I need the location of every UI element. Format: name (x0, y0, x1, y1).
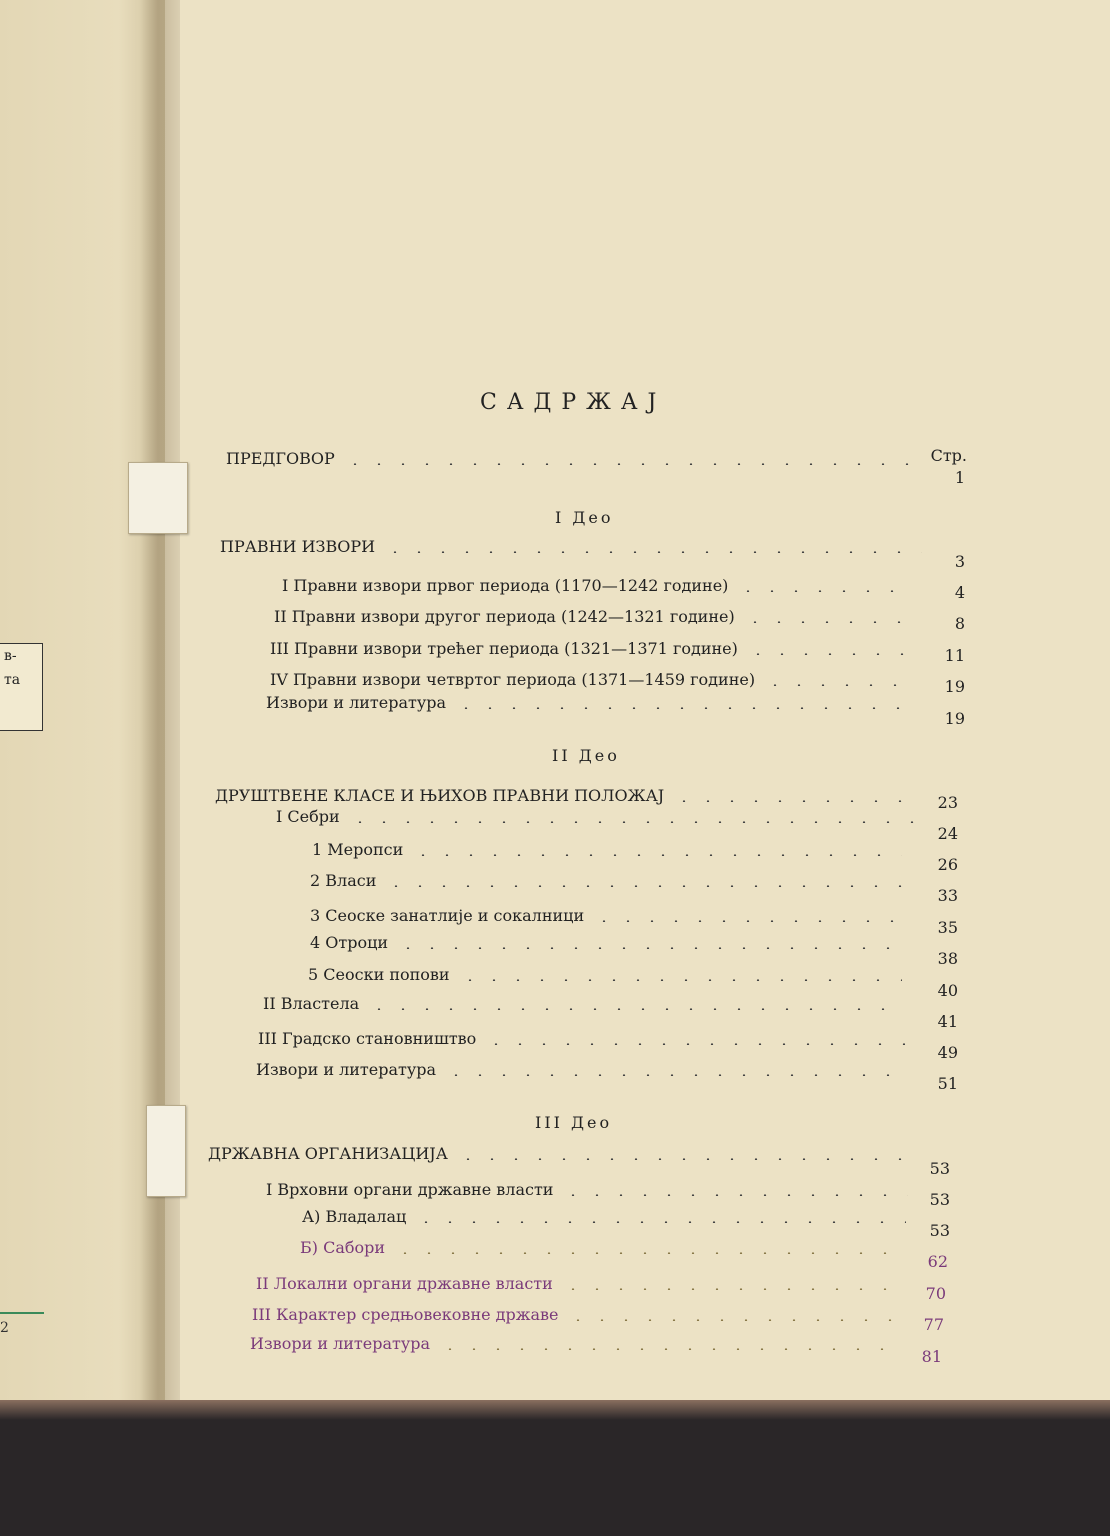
toc-entry-label: III Градско становништво (258, 1028, 477, 1048)
part-heading: I Део (555, 508, 614, 527)
toc-entry-label: 4 Отроци (310, 932, 389, 952)
leader-dots (736, 590, 914, 592)
toc-entry[interactable] (256, 1271, 910, 1295)
toc-page-number: 24 (937, 824, 958, 843)
toc-entry-label: II Локални органи државне власти (256, 1273, 553, 1293)
leader-dots (561, 1194, 908, 1196)
book-edge-shadow (0, 1400, 1110, 1420)
toc-entry-label: ДРУШТВЕНЕ КЛАСЕ И ЊИХОВ ПРАВНИ ПОЛОЖАЈ (215, 785, 665, 805)
leader-dots (763, 684, 914, 686)
toc-page-number: 53 (929, 1190, 950, 1209)
toc-page-number: 81 (921, 1347, 942, 1366)
toc-entry[interactable] (258, 1026, 913, 1050)
toc-entry-label: 5 Сеоски попови (308, 964, 450, 984)
toc-entry-label: 2 Власи (310, 870, 377, 890)
toc-entry[interactable] (310, 868, 910, 892)
toc-entry[interactable] (310, 903, 910, 927)
toc-entry-label: Извори и литература (256, 1059, 437, 1079)
left-page-number: 2 (0, 1320, 9, 1336)
toc-page-number: 49 (937, 1043, 958, 1062)
toc-entry-part[interactable] (220, 534, 930, 558)
toc-entry-label: II Правни извори другог периода (1242—1321 године) (274, 606, 735, 626)
contents-title: САДРЖАЈ (480, 390, 667, 415)
toc-entry[interactable] (274, 604, 922, 628)
toc-entry-label: ДРЖАВНА ОРГАНИЗАЦИЈА (208, 1143, 448, 1163)
toc-page-number: 53 (929, 1221, 950, 1240)
leader-dots (743, 621, 914, 623)
toc-entry-label: А) Владалац (302, 1206, 407, 1226)
toc-entry-label: I Врховни органи државне власти (266, 1179, 554, 1199)
toc-entry[interactable] (256, 1057, 913, 1081)
toc-entry[interactable] (308, 962, 910, 986)
binding-tape-bottom (146, 1105, 186, 1197)
toc-entry-label: II Властела (263, 993, 360, 1013)
toc-page-number: 51 (937, 1074, 958, 1093)
toc-entry[interactable] (302, 1204, 914, 1228)
leader-dots (444, 1074, 905, 1076)
toc-entry[interactable] (263, 991, 913, 1015)
part-heading: III Део (535, 1113, 613, 1132)
left-box-line-1: в- (4, 648, 17, 664)
toc-page-number: 53 (929, 1159, 950, 1178)
toc-entry-label: I Правни извори првог периода (1170—1242 године) (282, 575, 729, 595)
toc-entry[interactable] (266, 690, 922, 714)
leader-dots (343, 463, 912, 465)
toc-page-number: 33 (937, 886, 958, 905)
toc-page-number: 41 (937, 1012, 958, 1031)
toc-page-number: 23 (937, 793, 958, 812)
leader-dots (454, 707, 914, 709)
toc-page-number: 8 (954, 614, 965, 633)
toc-entry-label: ПРЕДГОВОР (226, 448, 335, 468)
leader-dots (438, 1348, 898, 1350)
toc-page-number: 62 (927, 1252, 948, 1271)
leader-dots (672, 800, 914, 802)
toc-entry-label: ПРАВНИ ИЗВОРИ (220, 536, 376, 556)
toc-page-number: 38 (937, 949, 958, 968)
leader-dots (367, 1008, 905, 1010)
toc-entry-label: IV Правни извори четвртог периода (1371—1459 године) (270, 669, 756, 689)
toc-page-number: 77 (923, 1315, 944, 1334)
toc-entry[interactable] (252, 1302, 908, 1326)
toc-entry-label: Б) Сабори (300, 1237, 386, 1257)
toc-entry[interactable] (270, 636, 922, 660)
toc-page-number: 40 (937, 981, 958, 1000)
left-page-box (0, 643, 43, 731)
leader-dots (566, 1319, 900, 1321)
toc-page-number: 3 (954, 552, 965, 571)
toc-entry[interactable] (300, 1235, 912, 1259)
toc-entry-label: 3 Сеоске занатлије и сокалници (310, 905, 585, 925)
toc-entry[interactable] (310, 930, 910, 954)
toc-page-number: 26 (937, 855, 958, 874)
toc-entry-label: I Себри (276, 806, 340, 826)
toc-page-number: 35 (937, 918, 958, 937)
toc-page-number: 11 (944, 646, 965, 665)
leader-dots (411, 854, 902, 856)
toc-entry[interactable] (270, 667, 922, 691)
toc-page-number: 70 (925, 1284, 946, 1303)
leader-dots (384, 885, 902, 887)
leader-dots (396, 947, 902, 949)
toc-entry[interactable] (282, 573, 922, 597)
toc-page-number: 4 (954, 583, 965, 602)
leader-dots (456, 1158, 912, 1160)
toc-entry[interactable] (250, 1331, 906, 1355)
leader-dots (484, 1043, 905, 1045)
left-page-rule (0, 1312, 44, 1314)
leader-dots (561, 1288, 902, 1290)
toc-entry[interactable] (312, 837, 910, 861)
toc-page-number: 1 (954, 468, 965, 487)
leader-dots (414, 1221, 906, 1223)
toc-entry[interactable] (276, 804, 926, 828)
toc-page-number: 19 (944, 709, 965, 728)
leader-dots (592, 920, 902, 922)
left-box-line-2: та (4, 672, 21, 688)
leader-dots (458, 979, 902, 981)
toc-entry-label: Извори и литература (266, 692, 447, 712)
binding-tape-top (128, 462, 188, 534)
page-column-label: Стр. (930, 446, 967, 465)
leader-dots (383, 551, 922, 553)
toc-entry-preface[interactable] (226, 446, 920, 470)
toc-page-number: 19 (944, 677, 965, 696)
toc-entry-label: Извори и литература (250, 1333, 431, 1353)
leader-dots (393, 1252, 904, 1254)
toc-entry-label: III Карактер средњовековне државе (252, 1304, 559, 1324)
toc-entry-part[interactable] (208, 1141, 920, 1165)
toc-entry-label: 1 Меропси (312, 839, 404, 859)
leader-dots (348, 821, 918, 823)
toc-entry-label: III Правни извори трећег периода (1321—1371 године) (270, 638, 738, 658)
toc-entry[interactable] (266, 1177, 916, 1201)
leader-dots (746, 653, 914, 655)
part-heading: II Део (552, 746, 620, 765)
